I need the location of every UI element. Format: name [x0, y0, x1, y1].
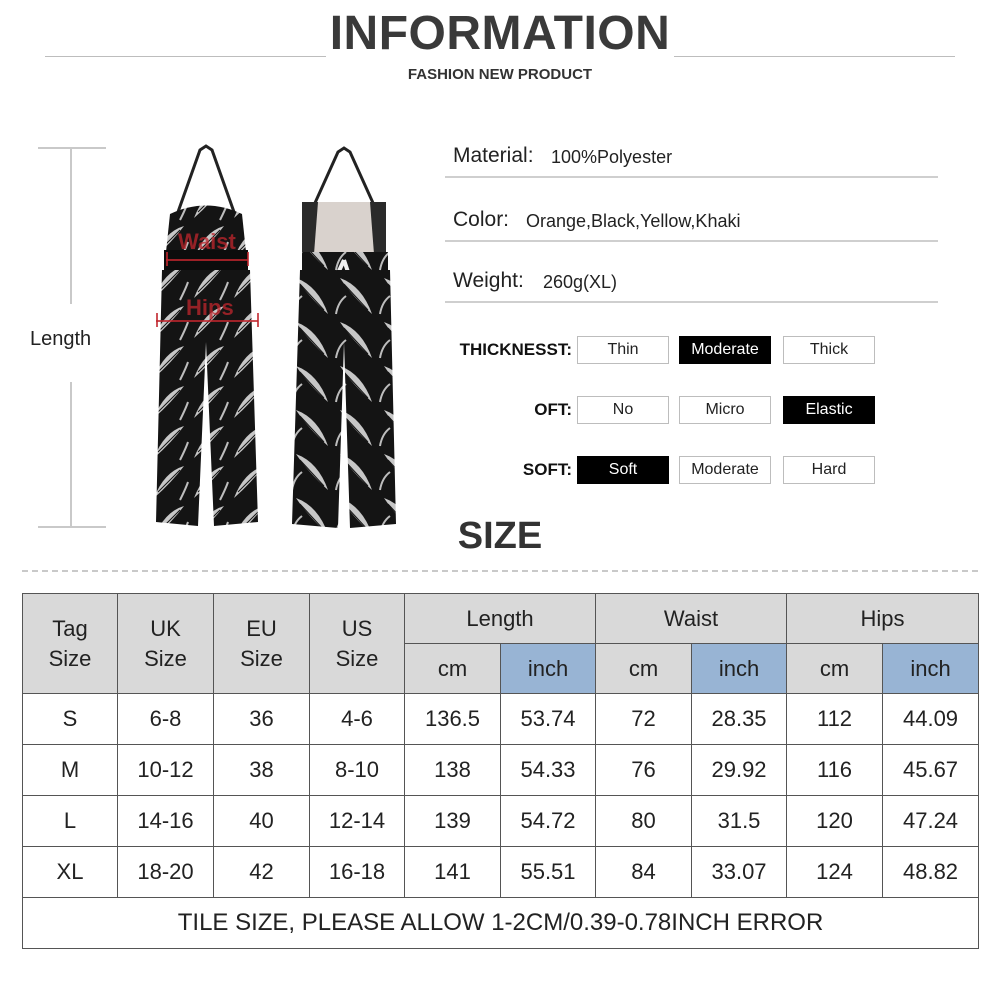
table-cell: 31.5 [692, 796, 787, 847]
table-cell: 47.24 [883, 796, 979, 847]
table-cell: 139 [405, 796, 501, 847]
color-key: Color: [453, 208, 510, 231]
table-cell: 10-12 [118, 745, 214, 796]
table-cell: 38 [214, 745, 310, 796]
header-waist-inch: inch [692, 644, 787, 694]
table-cell: 84 [596, 847, 692, 898]
hips-measure-line [156, 320, 258, 322]
thickness-key: THICKNESST: [459, 340, 572, 359]
table-cell: 45.67 [883, 745, 979, 796]
table-row [23, 745, 979, 796]
table-cell: 124 [787, 847, 883, 898]
waist-label: Waist [178, 229, 236, 254]
header-hips: Hips [787, 594, 979, 644]
table-cell: 112 [787, 694, 883, 745]
header-tag-size: Tag Size [23, 594, 118, 694]
header-length: Length [405, 594, 596, 644]
weight-value: 260g(XL) [543, 272, 618, 292]
table-row [23, 694, 979, 745]
header-waist: Waist [596, 594, 787, 644]
table-cell: 14-16 [118, 796, 214, 847]
length-ruler-top [38, 147, 106, 149]
page-subtitle: FASHION NEW PRODUCT [407, 66, 593, 83]
table-cell: 72 [596, 694, 692, 745]
table-row [23, 796, 979, 847]
hips-label: Hips [186, 295, 234, 320]
table-cell: 16-18 [310, 847, 405, 898]
table-cell: 53.74 [501, 694, 596, 745]
table-cell: 36 [214, 694, 310, 745]
table-cell: 28.35 [692, 694, 787, 745]
thickness-option-thin: Thin [577, 336, 669, 364]
color-value: Orange,Black,Yellow,Khaki [526, 211, 741, 231]
soft-option-moderate: Moderate [679, 456, 771, 484]
table-cell: 55.51 [501, 847, 596, 898]
weight-key: Weight: [453, 269, 524, 292]
header-length-cm: cm [405, 644, 501, 694]
header-waist-cm: cm [596, 644, 692, 694]
oft-option-micro: Micro [679, 396, 771, 424]
header-hips-cm: cm [787, 644, 883, 694]
waist-measure-cap-left [166, 252, 168, 266]
color-row [445, 206, 938, 242]
soft-option-hard: Hard [783, 456, 875, 484]
table-cell: 18-20 [118, 847, 214, 898]
weight-row [445, 267, 938, 303]
table-cell: XL [23, 847, 118, 898]
waist-measure-line [166, 259, 248, 261]
hips-measure-cap-right [257, 313, 259, 327]
table-cell: 6-8 [118, 694, 214, 745]
header-uk-size: UK Size [118, 594, 214, 694]
material-value: 100%Polyester [551, 147, 673, 167]
table-cell: 40 [214, 796, 310, 847]
size-error-note: TILE SIZE, PLEASE ALLOW 1-2CM/0.39-0.78INCH ERROR [23, 898, 979, 949]
header-hips-inch: inch [883, 644, 979, 694]
table-cell: 12-14 [310, 796, 405, 847]
header-length-inch: inch [501, 644, 596, 694]
table-cell: 29.92 [692, 745, 787, 796]
table-cell: 76 [596, 745, 692, 796]
table-cell: 116 [787, 745, 883, 796]
length-label: Length [30, 328, 92, 350]
table-cell: S [23, 694, 118, 745]
table-cell: 120 [787, 796, 883, 847]
hips-measure-cap-left [156, 313, 158, 327]
header-us-size: US Size [310, 594, 405, 694]
table-cell: 141 [405, 847, 501, 898]
table-cell: 54.33 [501, 745, 596, 796]
soft-key: SOFT: [522, 460, 572, 479]
table-cell: 54.72 [501, 796, 596, 847]
table-cell: 136.5 [405, 694, 501, 745]
thickness-option-thick: Thick [783, 336, 875, 364]
material-row [445, 142, 938, 178]
table-cell: 8-10 [310, 745, 405, 796]
thickness-option-moderate: Moderate [679, 336, 771, 364]
table-cell: L [23, 796, 118, 847]
length-ruler-line-lower [70, 382, 72, 528]
table-cell: 44.09 [883, 694, 979, 745]
oft-option-no: No [577, 396, 669, 424]
oft-option-elastic: Elastic [783, 396, 875, 424]
table-row [23, 847, 979, 898]
table-cell: 138 [405, 745, 501, 796]
header-eu-size: EU Size [214, 594, 310, 694]
section-divider [22, 570, 978, 572]
table-cell: 42 [214, 847, 310, 898]
length-ruler-line-upper [70, 148, 72, 304]
waist-measure-cap-right [247, 252, 249, 266]
jumpsuit-front-image [150, 142, 262, 532]
table-cell: M [23, 745, 118, 796]
jumpsuit-back-image [288, 142, 400, 532]
material-key: Material: [453, 144, 534, 167]
page-title: INFORMATION [0, 6, 1000, 61]
table-cell: 80 [596, 796, 692, 847]
table-cell: 48.82 [883, 847, 979, 898]
size-title: SIZE [457, 515, 543, 557]
table-cell: 33.07 [692, 847, 787, 898]
table-cell: 4-6 [310, 694, 405, 745]
oft-key: OFT: [534, 400, 572, 419]
soft-option-soft: Soft [577, 456, 669, 484]
size-table [22, 593, 979, 949]
